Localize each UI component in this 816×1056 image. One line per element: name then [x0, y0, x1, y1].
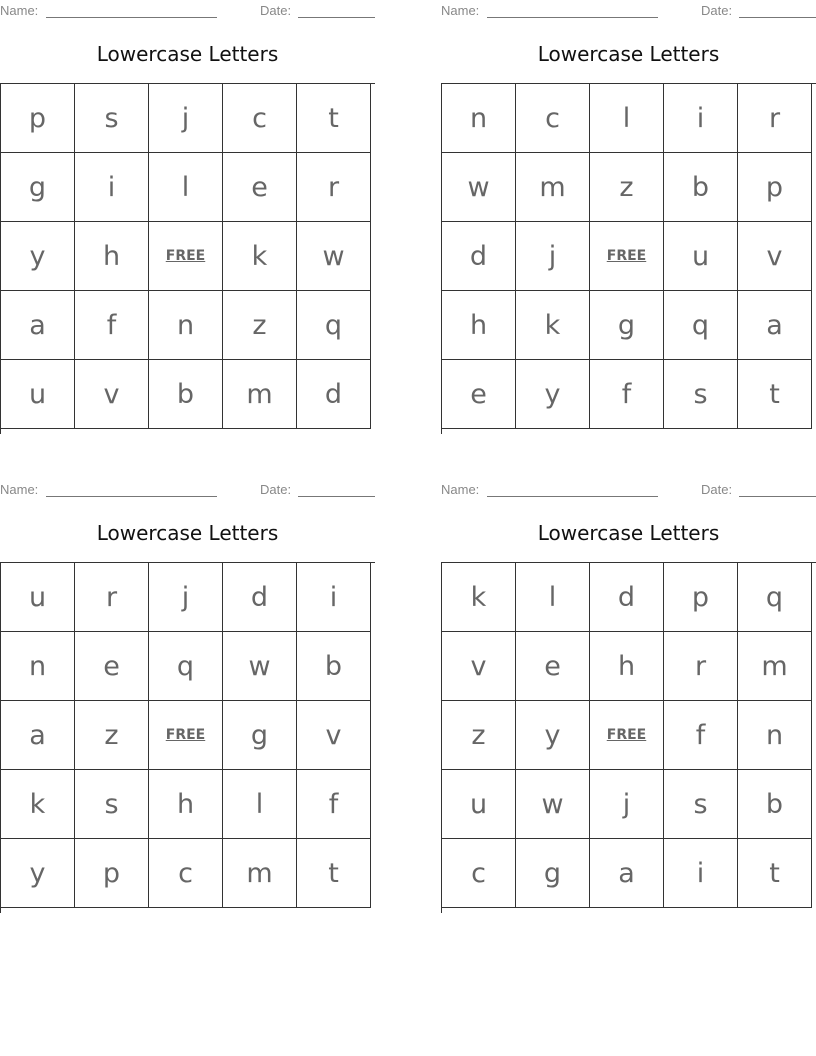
name-label: Name:: [0, 482, 39, 497]
bingo-cell: v: [442, 632, 516, 701]
bingo-cell: t: [738, 360, 812, 429]
name-line: [46, 17, 217, 18]
bingo-cell: a: [590, 839, 664, 908]
bingo-cell: d: [297, 360, 371, 429]
bingo-cell: t: [738, 839, 812, 908]
card-title: Lowercase Letters: [96, 521, 279, 545]
card-title: Lowercase Letters: [96, 42, 279, 66]
bingo-card-1: [0, 0, 375, 435]
bingo-cell: l: [149, 153, 223, 222]
bingo-cell: b: [297, 632, 371, 701]
bingo-cell: m: [223, 360, 297, 429]
bingo-cell: e: [223, 153, 297, 222]
card-header: [0, 482, 375, 498]
bingo-cell: y: [1, 222, 75, 291]
bingo-cell: t: [297, 839, 371, 908]
bingo-cell: m: [516, 153, 590, 222]
bingo-cell: g: [223, 701, 297, 770]
bingo-cell: d: [442, 222, 516, 291]
bingo-cell: b: [664, 153, 738, 222]
bingo-cell: n: [738, 701, 812, 770]
bingo-cell: q: [149, 632, 223, 701]
bingo-cell: p: [738, 153, 812, 222]
name-line: [487, 496, 658, 497]
bingo-cell: s: [664, 360, 738, 429]
bingo-card-4: [441, 479, 816, 914]
date-line: [298, 496, 375, 497]
bingo-cell: y: [1, 839, 75, 908]
card-header: [441, 482, 816, 498]
date-label: Date:: [260, 482, 292, 497]
bingo-cell: z: [442, 701, 516, 770]
free-space: FREE: [149, 701, 223, 770]
bingo-cell: j: [149, 563, 223, 632]
date-label: Date:: [260, 3, 292, 18]
bingo-cell: k: [1, 770, 75, 839]
free-space: FREE: [149, 222, 223, 291]
bingo-cell: r: [75, 563, 149, 632]
bingo-cell: j: [516, 222, 590, 291]
bingo-cell: c: [223, 84, 297, 153]
bingo-cell: e: [516, 632, 590, 701]
bingo-grid: [0, 562, 375, 913]
bingo-cell: k: [442, 563, 516, 632]
bingo-cell: p: [1, 84, 75, 153]
bingo-cell: y: [516, 360, 590, 429]
bingo-card-3: [0, 479, 375, 914]
bingo-cell: g: [1, 153, 75, 222]
date-line: [739, 17, 816, 18]
bingo-cell: w: [297, 222, 371, 291]
bingo-cell: w: [516, 770, 590, 839]
date-line: [298, 17, 375, 18]
bingo-cell: t: [297, 84, 371, 153]
bingo-cell: u: [1, 563, 75, 632]
name-line: [487, 17, 658, 18]
bingo-cell: c: [442, 839, 516, 908]
date-line: [739, 496, 816, 497]
bingo-cell: r: [297, 153, 371, 222]
free-space: FREE: [590, 701, 664, 770]
bingo-cell: m: [223, 839, 297, 908]
bingo-cell: c: [149, 839, 223, 908]
name-label: Name:: [441, 482, 480, 497]
bingo-cell: u: [442, 770, 516, 839]
bingo-cell: b: [149, 360, 223, 429]
bingo-cell: v: [738, 222, 812, 291]
bingo-cell: q: [664, 291, 738, 360]
bingo-cell: f: [590, 360, 664, 429]
bingo-cell: r: [664, 632, 738, 701]
card-title: Lowercase Letters: [537, 42, 720, 66]
bingo-cell: g: [516, 839, 590, 908]
bingo-cell: l: [590, 84, 664, 153]
bingo-cell: e: [75, 632, 149, 701]
bingo-cell: h: [149, 770, 223, 839]
bingo-cell: f: [664, 701, 738, 770]
free-space: FREE: [590, 222, 664, 291]
bingo-cell: u: [1, 360, 75, 429]
date-label: Date:: [701, 3, 733, 18]
bingo-cell: h: [75, 222, 149, 291]
card-header: [0, 3, 375, 19]
bingo-cell: s: [664, 770, 738, 839]
bingo-cell: w: [442, 153, 516, 222]
bingo-cell: f: [297, 770, 371, 839]
bingo-cell: i: [297, 563, 371, 632]
bingo-cell: v: [75, 360, 149, 429]
bingo-cell: n: [149, 291, 223, 360]
bingo-cell: h: [590, 632, 664, 701]
date-label: Date:: [701, 482, 733, 497]
bingo-grid: [441, 562, 816, 913]
bingo-cell: a: [1, 291, 75, 360]
bingo-cell: l: [516, 563, 590, 632]
bingo-cell: l: [223, 770, 297, 839]
bingo-cell: i: [664, 84, 738, 153]
bingo-cell: i: [664, 839, 738, 908]
bingo-cell: v: [297, 701, 371, 770]
name-line: [46, 496, 217, 497]
bingo-cell: n: [1, 632, 75, 701]
bingo-cell: d: [223, 563, 297, 632]
bingo-grid: [441, 83, 816, 434]
bingo-cell: a: [738, 291, 812, 360]
bingo-cell: e: [442, 360, 516, 429]
bingo-cell: h: [442, 291, 516, 360]
bingo-cell: g: [590, 291, 664, 360]
bingo-cell: j: [149, 84, 223, 153]
bingo-cell: q: [738, 563, 812, 632]
bingo-cell: s: [75, 84, 149, 153]
bingo-cell: k: [223, 222, 297, 291]
bingo-cell: i: [75, 153, 149, 222]
bingo-card-2: [441, 0, 816, 435]
name-label: Name:: [0, 3, 39, 18]
card-title: Lowercase Letters: [537, 521, 720, 545]
card-header: [441, 3, 816, 19]
bingo-cell: r: [738, 84, 812, 153]
bingo-cell: p: [664, 563, 738, 632]
bingo-cell: y: [516, 701, 590, 770]
bingo-cell: u: [664, 222, 738, 291]
bingo-cell: q: [297, 291, 371, 360]
bingo-cell: s: [75, 770, 149, 839]
bingo-cell: m: [738, 632, 812, 701]
name-label: Name:: [441, 3, 480, 18]
bingo-cell: j: [590, 770, 664, 839]
bingo-grid: [0, 83, 375, 434]
bingo-cell: b: [738, 770, 812, 839]
bingo-cell: f: [75, 291, 149, 360]
bingo-cell: c: [516, 84, 590, 153]
bingo-cell: p: [75, 839, 149, 908]
bingo-cell: n: [442, 84, 516, 153]
bingo-cell: z: [223, 291, 297, 360]
bingo-cell: k: [516, 291, 590, 360]
bingo-cell: a: [1, 701, 75, 770]
bingo-cell: z: [75, 701, 149, 770]
bingo-cell: z: [590, 153, 664, 222]
bingo-cell: w: [223, 632, 297, 701]
bingo-cell: d: [590, 563, 664, 632]
